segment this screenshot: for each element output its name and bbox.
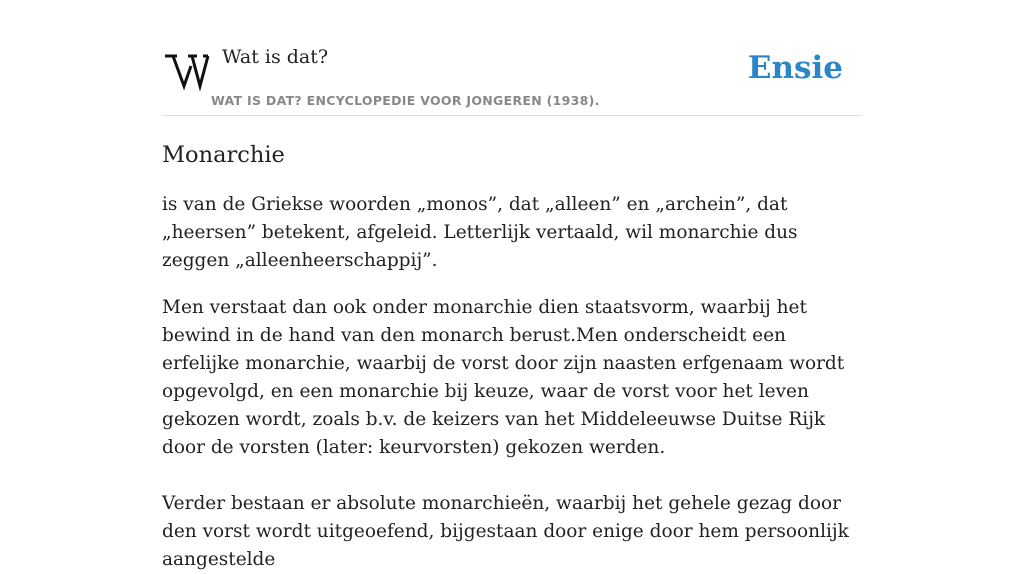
header (162, 0, 862, 116)
encyclopedia-subtitle: WAT IS DAT? ENCYCLOPEDIE VOOR JONGEREN (1938). (211, 93, 600, 108)
article-paragraph-2: Men verstaat dan ook onder monarchie dien staatsvorm, waarbij het bewind in de hand van den monarch berust.Men onderscheidt een erfelijke monarchie, waarbij de vorst door zijn naasten erfgenaam wordt opgevolgd, en een monarchie bij keuze, waar de vorst voor het leven gekozen wordt, zoals b.v. de keizers van het Middeleeuwse Duitse Rijk door de vorsten (later: keurvorsten) gekozen werden. (162, 297, 845, 458)
article-title: Monarchie (162, 142, 285, 168)
brand-link[interactable]: Ensie (747, 50, 843, 86)
wikipedia-w-icon[interactable] (164, 50, 208, 90)
page (162, 0, 862, 570)
site-title[interactable]: Wat is dat? (222, 46, 329, 68)
article-paragraph-1: is van de Griekse woorden „monos”, dat „alleen” en „archein”, dat „heersen” betekent, afgeleid. Letterlijk vertaald, wil monarchie dus zeggen „alleenheerschappij”. (162, 194, 798, 271)
article-paragraph-3: Verder bestaan er absolute monarchieën, waarbij het gehele gezag door den vorst wordt uitgeoefend, bijgestaan door enige door hem persoonlijk aangestelde (162, 493, 849, 570)
